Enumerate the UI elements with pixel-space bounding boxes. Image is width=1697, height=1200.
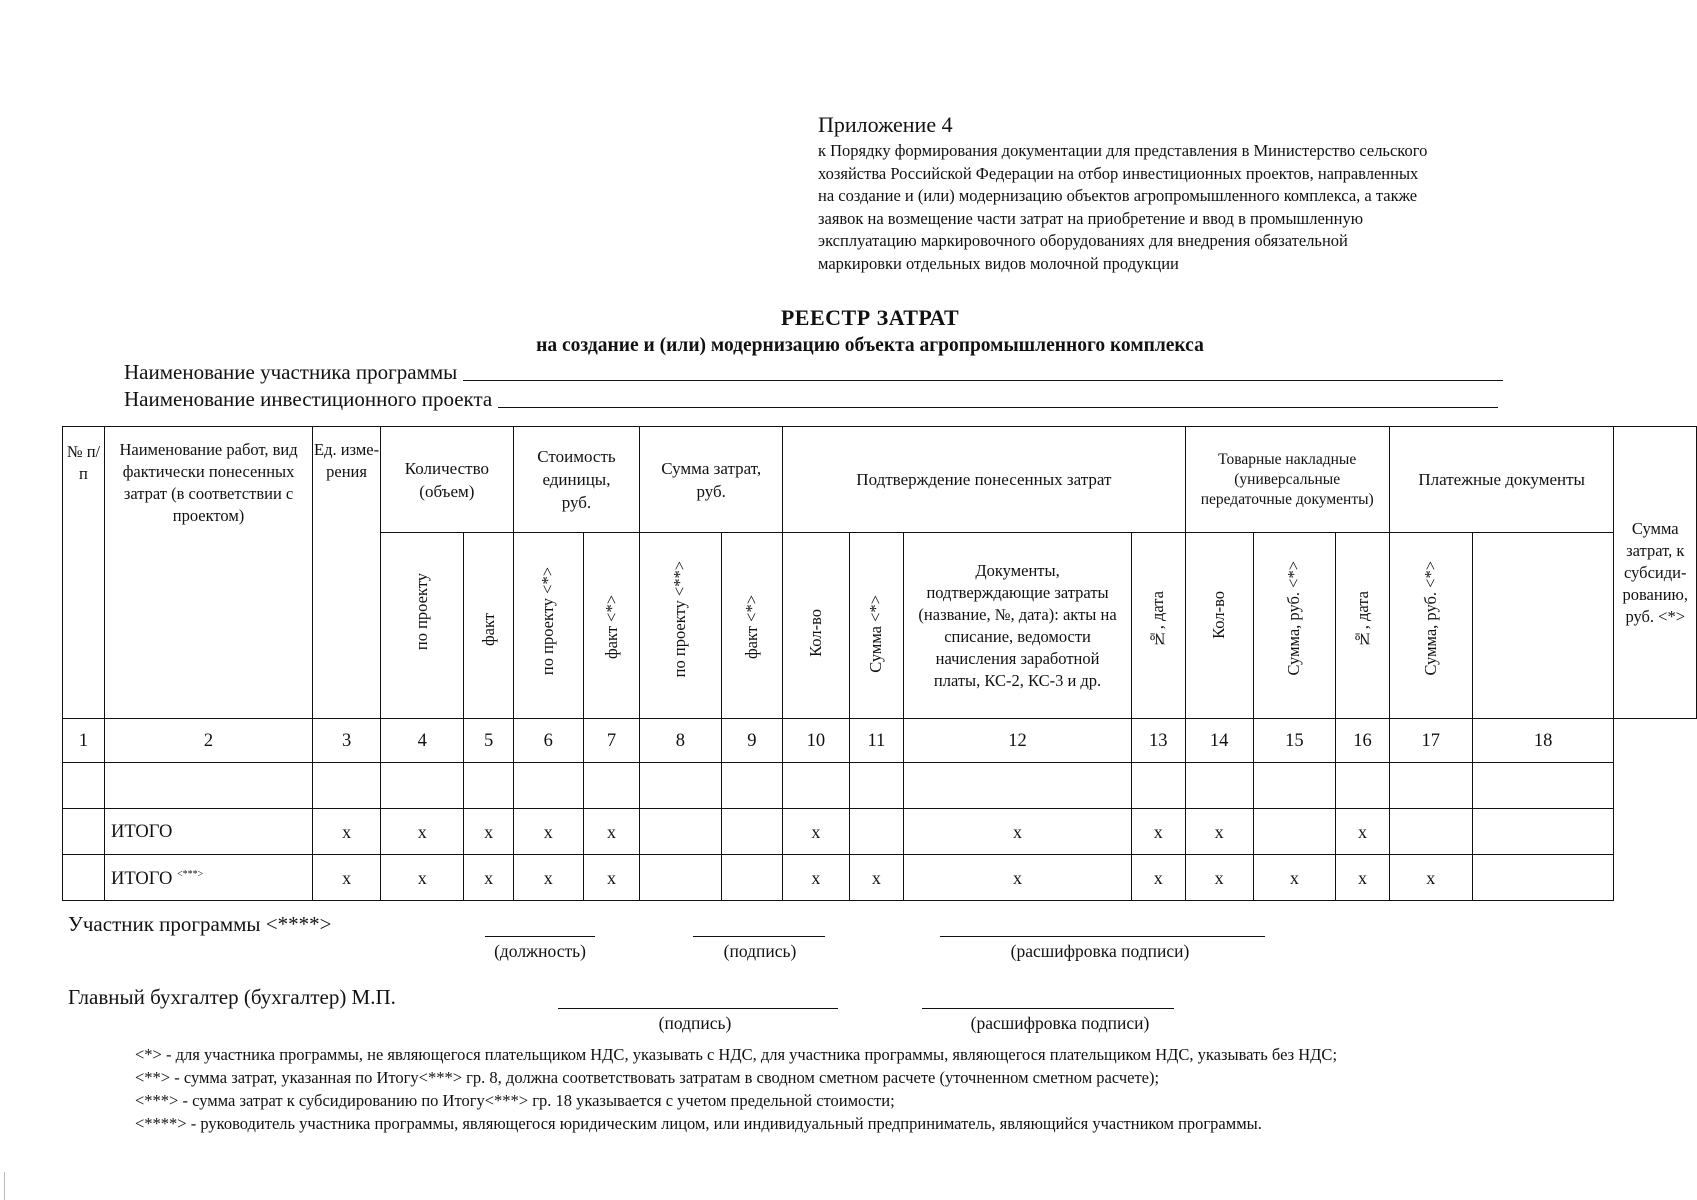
header-unit: Ед. изме-рения (313, 427, 381, 719)
col-num: 8 (640, 719, 721, 763)
sub-pay-sum: Сумма, руб. <*> (1389, 533, 1472, 719)
col-num: 6 (513, 719, 583, 763)
signature-line[interactable] (693, 936, 825, 937)
col-num: 7 (583, 719, 639, 763)
table-cell: x (783, 855, 849, 901)
participant-signature-label: Участник программы <****> (68, 912, 332, 936)
table-cell: x (583, 809, 639, 855)
participant-name-field[interactable] (463, 380, 1503, 381)
header-quantity: Количество (объем) (381, 427, 514, 533)
appendix-description (818, 140, 1578, 275)
col-num: 1 (63, 719, 105, 763)
table-cell: x (1336, 809, 1390, 855)
table-cell[interactable] (1389, 809, 1472, 855)
table-cell[interactable] (1132, 763, 1186, 809)
table-cell: x (464, 809, 513, 855)
col-num: 14 (1185, 719, 1253, 763)
appendix-title: Приложение 4 (818, 112, 953, 137)
participant-name-row (124, 360, 1503, 385)
header-no: № п/п (63, 427, 105, 719)
table-cell[interactable] (1336, 763, 1390, 809)
header-row-groups (63, 427, 1697, 533)
table-cell[interactable] (721, 809, 783, 855)
sub-conf-sum: Сумма <*> (849, 533, 903, 719)
accountant-decode-caption: (расшифровка подписи) (970, 1013, 1150, 1033)
table-cell: x (849, 855, 903, 901)
table-cell[interactable] (783, 763, 849, 809)
table-cell: x (1253, 855, 1336, 901)
sub-inv-no: №, дата (1132, 533, 1186, 719)
col-num: 10 (783, 719, 849, 763)
col-num: 15 (1253, 719, 1336, 763)
position-caption: (должность) (494, 941, 586, 961)
column-number-row (63, 719, 1697, 763)
table-cell[interactable] (904, 763, 1132, 809)
sub-conf-docs: Документы, подтверждающие затраты (название, №, дата): акты на списание, ведомости начисления заработной платы, КС-2, КС-3 и др. (904, 533, 1132, 719)
document-title: РЕЕСТР ЗАТРАТ (780, 305, 960, 330)
footnotes (135, 1043, 1337, 1135)
accountant-signature-caption: (подпись) (658, 1013, 732, 1033)
col-num: 5 (464, 719, 513, 763)
table-cell (63, 809, 105, 855)
table-cell[interactable] (849, 809, 903, 855)
col-num: 9 (721, 719, 783, 763)
footnote: <****> - руководитель участника программы, являющегося юридическим лицом, или индивидуальный предприниматель, являющийся участником программы. (135, 1114, 1262, 1133)
table-cell: x (1185, 855, 1253, 901)
cost-registry-table (62, 426, 1697, 901)
table-cell: x (904, 809, 1132, 855)
sub-inv-sum: Сумма, руб. <*> (1253, 533, 1336, 719)
position-line[interactable] (485, 936, 595, 937)
scan-edge-mark (4, 1172, 7, 1200)
table-cell: x (313, 855, 381, 901)
table-cell: x (1132, 855, 1186, 901)
header-payments: Платежные документы (1389, 427, 1614, 533)
table-cell: x (1336, 855, 1390, 901)
table-cell: x (1185, 809, 1253, 855)
appendix-line: эксплуатацию маркировочного оборудованиях для внедрения обязательной (818, 231, 1348, 250)
table-cell[interactable] (464, 763, 513, 809)
participant-name-label: Наименование участника программы (124, 360, 458, 384)
sub-sum-fact: факт <*> (721, 533, 783, 719)
sub-sum-plan: по проекту <**> (640, 533, 721, 719)
sub-qty-fact: факт (464, 533, 513, 719)
table-cell (63, 855, 105, 901)
header-invoices: Товарные накладные (универсальные передаточные документы) (1185, 427, 1389, 533)
table-cell: x (783, 809, 849, 855)
sub-conf-count: Кол-во (783, 533, 849, 719)
table-cell[interactable] (640, 763, 721, 809)
sub-cost-fact: факт <*> (583, 533, 639, 719)
appendix-line: к Порядку формирования документации для представления в Министерство сельского (818, 141, 1428, 160)
table-row-total (63, 809, 1697, 855)
signature-caption: (подпись) (723, 941, 797, 961)
col-num: 18 (1472, 719, 1614, 763)
decode-line[interactable] (940, 936, 1265, 937)
col-num: 4 (381, 719, 464, 763)
appendix-line: на создание и (или) модернизацию объектов агропромышленного комплекса, а также (818, 186, 1418, 205)
col-num: 11 (849, 719, 903, 763)
accountant-decode-line[interactable] (922, 1008, 1174, 1009)
table-cell: x (513, 855, 583, 901)
accountant-signature-label: Главный бухгалтер (бухгалтер) М.П. (68, 985, 396, 1009)
table-cell: x (381, 855, 464, 901)
table-cell: x (381, 809, 464, 855)
table-cell: x (1132, 809, 1186, 855)
table-cell[interactable] (1472, 855, 1614, 901)
document-subtitle: на создание и (или) модернизацию объекта агропромышленного комплекса (536, 335, 1204, 356)
total-label: ИТОГО (104, 809, 312, 855)
appendix-line: маркировки отдельных видов молочной продукции (818, 253, 1179, 273)
footnote: <***> - сумма затрат к субсидированию по Итогу<***> гр. 18 указывается с учетом предельной стоимости; (135, 1091, 895, 1110)
table-row-empty (63, 763, 1697, 809)
total-subsidy-label: ИТОГО <***> (104, 855, 312, 901)
footnote: <**> - сумма затрат, указанная по Итогу<***> гр. 8, должна соответствовать затратам в сводном сметном расчете (уточненном сметном расчете); (135, 1068, 1160, 1087)
table-cell: x (513, 809, 583, 855)
accountant-signature-line[interactable] (558, 1008, 838, 1009)
table-cell[interactable] (849, 763, 903, 809)
footnote: <*> - для участника программы, не являющегося плательщиком НДС, указывать с НДС, для участника программы, являющегося плательщиком НДС, указывать без НДС; (135, 1045, 1338, 1064)
table-cell[interactable] (640, 855, 721, 901)
table-cell[interactable] (583, 763, 639, 809)
table-cell[interactable] (1253, 809, 1336, 855)
table-cell[interactable] (1472, 763, 1614, 809)
col-num: 12 (904, 719, 1132, 763)
sub-qty-plan: по проекту (381, 533, 464, 719)
table-cell[interactable] (721, 855, 783, 901)
table-cell[interactable] (513, 763, 583, 809)
header-confirmation: Подтверждение понесенных затрат (783, 427, 1185, 533)
table-cell[interactable] (63, 763, 105, 809)
col-num: 13 (1132, 719, 1186, 763)
table-cell[interactable] (1389, 763, 1472, 809)
table-cell: x (583, 855, 639, 901)
header-subsidy-sum: Сумма затрат, к субсиди-рованию, руб. <*> (1614, 427, 1697, 719)
appendix-line: заявок на возмещение части затрат на приобретение и ввод в промышленную (818, 208, 1364, 228)
table-cell: x (313, 809, 381, 855)
project-name-label: Наименование инвестиционного проекта (124, 387, 493, 411)
header-cost-sum: Сумма затрат, руб. (640, 427, 783, 533)
header-work-name: Наименование работ, вид фактически понесенных затрат (в соответствии с проектом) (104, 427, 312, 719)
table-cell[interactable] (1185, 763, 1253, 809)
table-cell: x (904, 855, 1132, 901)
sub-pay-no: №, дата (1336, 533, 1390, 719)
table-cell[interactable] (640, 809, 721, 855)
decode-caption: (расшифровка подписи) (1010, 941, 1190, 961)
header-unit-cost: Стоимость единицы, руб. (513, 427, 639, 533)
table-cell[interactable] (1253, 763, 1336, 809)
table-cell[interactable] (104, 763, 312, 809)
project-name-field[interactable] (498, 407, 1498, 408)
sub-cost-plan: по проекту <*> (513, 533, 583, 719)
table-cell[interactable] (721, 763, 783, 809)
col-num: 3 (313, 719, 381, 763)
project-name-row (124, 387, 1498, 412)
table-cell[interactable] (313, 763, 381, 809)
sub-inv-count: Кол-во (1185, 533, 1253, 719)
appendix-line: хозяйства Российской Федерации на отбор инвестиционных проектов, направленных (818, 163, 1419, 183)
col-num: 2 (104, 719, 312, 763)
table-cell: x (464, 855, 513, 901)
col-num: 17 (1389, 719, 1472, 763)
table-cell: x (1389, 855, 1472, 901)
table-cell[interactable] (381, 763, 464, 809)
col-num: 16 (1336, 719, 1390, 763)
table-cell[interactable] (1472, 809, 1614, 855)
table-row-total-subsidy (63, 855, 1697, 901)
